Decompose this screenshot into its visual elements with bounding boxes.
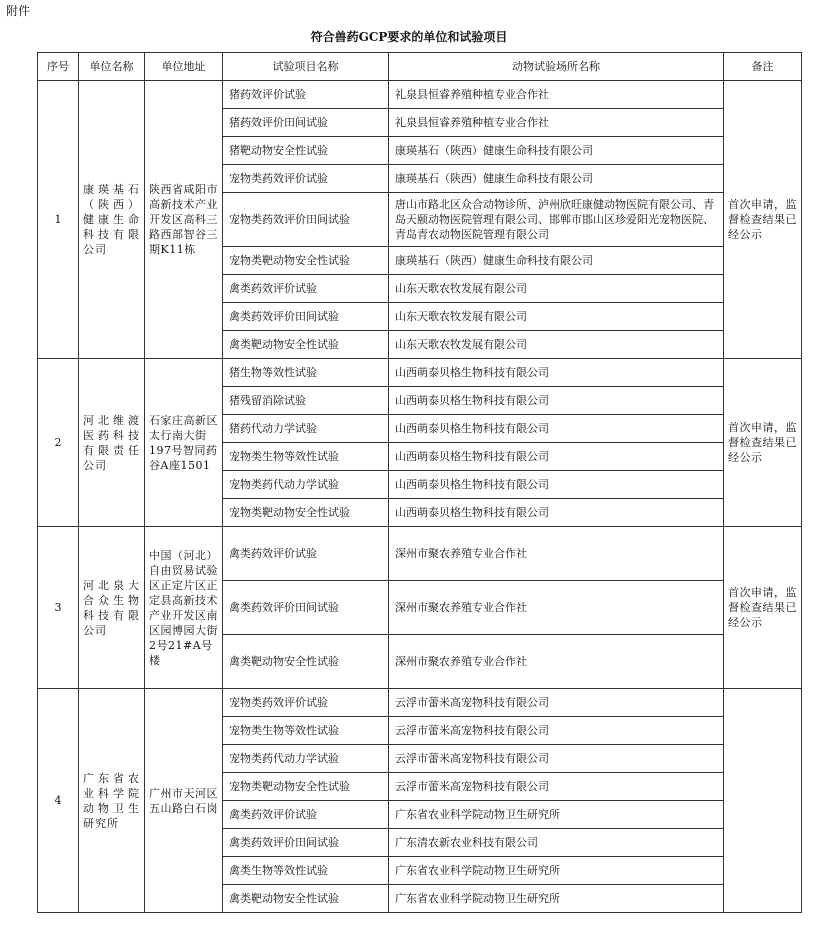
site-cell: 山西萌泰贝格生物科技有限公司 (389, 499, 724, 527)
project-cell: 宠物类药效评价试验 (223, 689, 389, 717)
site-cell: 云浮市蕾米高宠物科技有限公司 (389, 773, 724, 801)
table-row (38, 359, 802, 387)
project-cell: 宠物类药代动力学试验 (223, 471, 389, 499)
site-cell: 山东天歌农牧发展有限公司 (389, 331, 724, 359)
unit-seq: 2 (38, 359, 79, 527)
project-cell: 禽类靶动物安全性试验 (223, 885, 389, 913)
site-cell: 山西萌泰贝格生物科技有限公司 (389, 387, 724, 415)
project-cell: 猪生物等效性试验 (223, 359, 389, 387)
project-cell: 宠物类生物等效性试验 (223, 443, 389, 471)
unit-seq: 1 (38, 81, 79, 359)
project-cell: 宠物类药代动力学试验 (223, 745, 389, 773)
header-remark: 备注 (724, 53, 802, 81)
site-cell: 康瑛基石（陕西）健康生命科技有限公司 (389, 247, 724, 275)
site-cell: 山西萌泰贝格生物科技有限公司 (389, 359, 724, 387)
unit-name: 康瑛基石（陕西）健康生命科技有限公司 (79, 81, 145, 359)
remark-cell: 首次申请，监督检查结果已经公示 (724, 359, 802, 527)
site-cell: 康瑛基石（陕西）健康生命科技有限公司 (389, 165, 724, 193)
header-seq: 序号 (38, 53, 79, 81)
unit-seq: 4 (38, 689, 79, 913)
project-cell: 禽类药效评价田间试验 (223, 581, 389, 635)
site-cell: 广东省农业科学院动物卫生研究所 (389, 885, 724, 913)
table-row (38, 81, 802, 109)
site-cell: 广东省农业科学院动物卫生研究所 (389, 801, 724, 829)
remark-cell: 首次申请，监督检查结果已经公示 (724, 527, 802, 689)
project-cell: 猪药效评价试验 (223, 81, 389, 109)
gcp-table (37, 52, 802, 913)
unit-address: 广州市天河区五山路白石岗 (145, 689, 223, 913)
header-unit-name: 单位名称 (79, 53, 145, 81)
project-cell: 禽类药效评价田间试验 (223, 303, 389, 331)
table-row (38, 689, 802, 717)
remark-cell (724, 689, 802, 913)
site-cell: 山东天歌农牧发展有限公司 (389, 275, 724, 303)
site-cell: 礼泉县恒睿养殖种植专业合作社 (389, 109, 724, 137)
site-cell: 礼泉县恒睿养殖种植专业合作社 (389, 81, 724, 109)
site-cell: 山西萌泰贝格生物科技有限公司 (389, 443, 724, 471)
project-cell: 宠物类靶动物安全性试验 (223, 773, 389, 801)
project-cell: 禽类药效评价田间试验 (223, 829, 389, 857)
annex-label: 附件 (6, 4, 31, 18)
unit-address: 中国（河北）自由贸易试验区正定片区正定县高新技术产业开发区南区园博园大街2号21#A号楼 (145, 527, 223, 689)
site-cell: 山西萌泰贝格生物科技有限公司 (389, 471, 724, 499)
unit-address: 陕西省咸阳市高新技术产业开发区高科三路西部智谷三期K11栋 (145, 81, 223, 359)
project-cell: 宠物类生物等效性试验 (223, 717, 389, 745)
project-cell: 禽类药效评价试验 (223, 527, 389, 581)
site-cell: 云浮市蕾米高宠物科技有限公司 (389, 717, 724, 745)
site-cell: 云浮市蕾米高宠物科技有限公司 (389, 745, 724, 773)
unit-seq: 3 (38, 527, 79, 689)
site-cell: 广东清农新农业科技有限公司 (389, 829, 724, 857)
site-cell: 康瑛基石（陕西）健康生命科技有限公司 (389, 137, 724, 165)
site-cell: 云浮市蕾米高宠物科技有限公司 (389, 689, 724, 717)
header-row (38, 53, 802, 81)
unit-name: 广东省农业科学院动物卫生研究所 (79, 689, 145, 913)
project-cell: 禽类生物等效性试验 (223, 857, 389, 885)
site-cell: 唐山市路北区众合动物诊所、泸州欣旺康健动物医院有限公司、青岛天颐动物医院管理有限公司、邯郸市邯山区珍爱阳光宠物医院、青岛青农动物医院管理有限公司 (389, 193, 724, 247)
header-unit-address: 单位地址 (145, 53, 223, 81)
project-cell: 禽类药效评价试验 (223, 275, 389, 303)
site-cell: 山东天歌农牧发展有限公司 (389, 303, 724, 331)
header-project: 试验项目名称 (223, 53, 389, 81)
site-cell: 山西萌泰贝格生物科技有限公司 (389, 415, 724, 443)
site-cell: 深州市聚农养殖专业合作社 (389, 635, 724, 689)
project-cell: 猪靶动物安全性试验 (223, 137, 389, 165)
unit-name: 河北泉大合众生物科技有限公司 (79, 527, 145, 689)
site-cell: 深州市聚农养殖专业合作社 (389, 527, 724, 581)
project-cell: 猪药代动力学试验 (223, 415, 389, 443)
remark-cell: 首次申请，监督检查结果已经公示 (724, 81, 802, 359)
header-site: 动物试验场所名称 (389, 53, 724, 81)
project-cell: 宠物类靶动物安全性试验 (223, 499, 389, 527)
page-title: 符合兽药GCP要求的单位和试验项目 (310, 30, 508, 44)
unit-name: 河北维渡医药科技有限责任公司 (79, 359, 145, 527)
project-cell: 禽类靶动物安全性试验 (223, 635, 389, 689)
project-cell: 禽类靶动物安全性试验 (223, 331, 389, 359)
project-cell: 宠物类靶动物安全性试验 (223, 247, 389, 275)
project-cell: 禽类药效评价试验 (223, 801, 389, 829)
table-body (38, 81, 802, 913)
unit-address: 石家庄高新区太行南大街197号智同药谷A座1501 (145, 359, 223, 527)
project-cell: 宠物类药效评价试验 (223, 165, 389, 193)
site-cell: 深州市聚农养殖专业合作社 (389, 581, 724, 635)
project-cell: 猪残留消除试验 (223, 387, 389, 415)
table-row (38, 527, 802, 581)
site-cell: 广东省农业科学院动物卫生研究所 (389, 857, 724, 885)
project-cell: 宠物类药效评价田间试验 (223, 193, 389, 247)
project-cell: 猪药效评价田间试验 (223, 109, 389, 137)
